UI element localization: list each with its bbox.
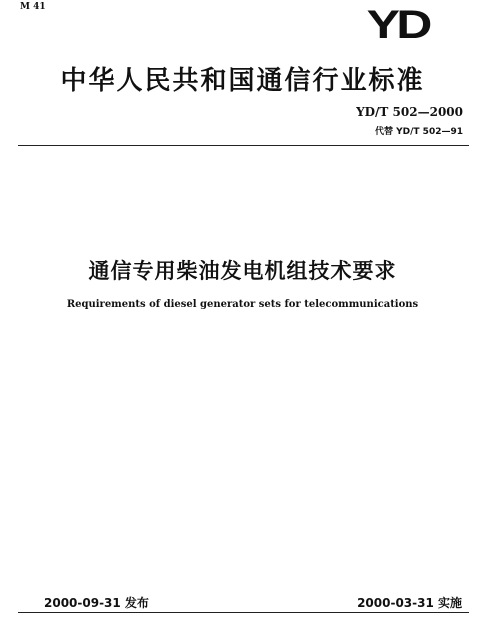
yd-logo: YD: [367, 3, 429, 47]
document-title-chinese: 通信专用柴油发电机组技术要求: [88, 259, 397, 283]
document-title-english: Requirements of diesel generator sets for telecommunications: [66, 299, 419, 310]
implementation-date: 2000-03-31 实施: [357, 596, 462, 610]
organization-title: 中华人民共和国通信行业标准: [60, 66, 425, 96]
replaces-standard: 代替 YD/T 502—91: [375, 127, 463, 137]
standard-number: YD/T 502—2000: [356, 105, 463, 119]
classification-code: M 41: [20, 2, 46, 12]
footer-divider: [18, 612, 469, 613]
header-divider: [18, 145, 469, 146]
issue-date: 2000-09-31 发布: [44, 596, 149, 610]
